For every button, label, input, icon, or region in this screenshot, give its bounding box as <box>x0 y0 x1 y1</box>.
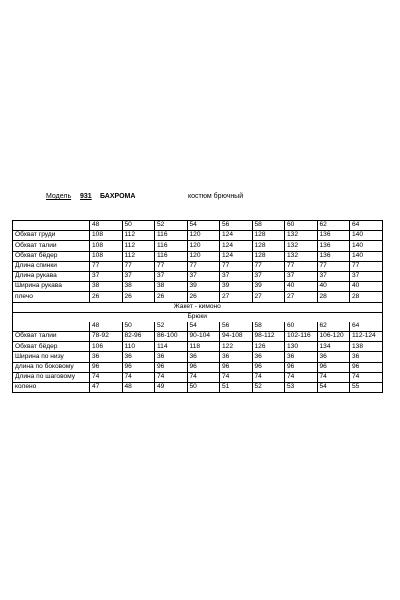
trousers-size-54: 54 <box>187 322 220 332</box>
trousers-measurement-value: 74 <box>187 372 220 382</box>
size-chart-table <box>12 220 383 393</box>
jacket-measurement-row <box>13 271 383 281</box>
trousers-measurement-value: 106-120 <box>317 332 350 342</box>
jacket-measurement-value: 77 <box>155 261 188 271</box>
trousers-measurement-value: 102-116 <box>285 332 318 342</box>
trousers-measurement-value: 96 <box>252 362 285 372</box>
trousers-measurement-value: 74 <box>90 372 123 382</box>
jacket-measurement-value: 140 <box>350 241 383 251</box>
jacket-measurement-value: 116 <box>155 251 188 261</box>
trousers-measurement-row <box>13 383 383 393</box>
trousers-measurement-value: 74 <box>285 372 318 382</box>
jacket-measurement-value: 37 <box>122 271 155 281</box>
jacket-measurement-value: 37 <box>252 271 285 281</box>
jacket-measurement-row <box>13 251 383 261</box>
trousers-size-64: 64 <box>350 322 383 332</box>
jacket-measurement-value: 37 <box>220 271 253 281</box>
trousers-measurement-label: колено <box>13 383 90 393</box>
jacket-measurement-value: 26 <box>122 292 155 302</box>
trousers-size-60: 60 <box>285 322 318 332</box>
trousers-measurement-row <box>13 352 383 362</box>
jacket-measurement-value: 40 <box>350 282 383 292</box>
jacket-size-header-label <box>13 221 90 231</box>
trousers-measurement-value: 55 <box>350 383 383 393</box>
model-label: Модель <box>46 193 72 200</box>
jacket-measurement-value: 108 <box>90 241 123 251</box>
trousers-measurement-value: 86-100 <box>155 332 188 342</box>
jacket-measurement-value: 128 <box>252 241 285 251</box>
trousers-section <box>13 312 383 393</box>
jacket-measurement-value: 132 <box>285 231 318 241</box>
trousers-measurement-value: 94-108 <box>220 332 253 342</box>
trousers-measurement-value: 90-104 <box>187 332 220 342</box>
trousers-measurement-value: 82-96 <box>122 332 155 342</box>
jacket-section-title: Жакет - кимоно <box>13 302 383 312</box>
trousers-measurement-value: 96 <box>285 362 318 372</box>
jacket-measurement-value: 39 <box>220 282 253 292</box>
trousers-measurement-value: 53 <box>285 383 318 393</box>
trousers-measurement-value: 138 <box>350 342 383 352</box>
trousers-measurement-value: 126 <box>252 342 285 352</box>
trousers-measurement-value: 54 <box>317 383 350 393</box>
jacket-measurement-value: 39 <box>252 282 285 292</box>
jacket-measurement-value: 136 <box>317 231 350 241</box>
trousers-measurement-value: 36 <box>252 352 285 362</box>
trousers-measurement-value: 96 <box>317 362 350 372</box>
jacket-measurement-row <box>13 292 383 302</box>
trousers-size-56: 56 <box>220 322 253 332</box>
trousers-size-48: 48 <box>90 322 123 332</box>
jacket-measurement-value: 26 <box>187 292 220 302</box>
jacket-size-62: 62 <box>317 221 350 231</box>
trousers-measurement-value: 134 <box>317 342 350 352</box>
jacket-measurement-value: 124 <box>220 251 253 261</box>
jacket-measurement-value: 28 <box>350 292 383 302</box>
trousers-measurement-value: 130 <box>285 342 318 352</box>
jacket-measurement-value: 120 <box>187 231 220 241</box>
trousers-title-row <box>13 312 383 322</box>
jacket-measurement-value: 136 <box>317 241 350 251</box>
jacket-measurement-value: 128 <box>252 231 285 241</box>
jacket-measurement-value: 77 <box>220 261 253 271</box>
jacket-measurement-value: 27 <box>252 292 285 302</box>
trousers-measurement-label: длина по боковому <box>13 362 90 372</box>
jacket-measurement-value: 77 <box>187 261 220 271</box>
model-number: 931 <box>80 193 92 200</box>
jacket-measurement-value: 112 <box>122 231 155 241</box>
trousers-measurement-value: 48 <box>122 383 155 393</box>
jacket-title-row <box>13 302 383 312</box>
trousers-measurement-value: 36 <box>122 352 155 362</box>
jacket-measurement-label: Длина рукава <box>13 271 90 281</box>
trousers-measurement-value: 74 <box>155 372 188 382</box>
jacket-measurement-value: 77 <box>122 261 155 271</box>
trousers-measurement-value: 36 <box>155 352 188 362</box>
jacket-measurement-value: 26 <box>90 292 123 302</box>
product-type: костюм брючный <box>188 193 244 200</box>
trousers-measurement-value: 96 <box>122 362 155 372</box>
jacket-section <box>13 221 383 313</box>
jacket-measurement-value: 120 <box>187 241 220 251</box>
trousers-section-title: Брюки <box>13 312 383 322</box>
jacket-measurement-label: Длина спинки <box>13 261 90 271</box>
trousers-measurement-value: 106 <box>90 342 123 352</box>
jacket-measurement-value: 77 <box>285 261 318 271</box>
jacket-size-54: 54 <box>187 221 220 231</box>
jacket-measurement-row <box>13 241 383 251</box>
jacket-size-58: 58 <box>252 221 285 231</box>
trousers-measurement-value: 74 <box>220 372 253 382</box>
jacket-measurement-value: 116 <box>155 241 188 251</box>
model-header <box>0 193 400 205</box>
trousers-measurement-row <box>13 342 383 352</box>
brand-name: БАХРОМА <box>100 193 136 200</box>
jacket-size-52: 52 <box>155 221 188 231</box>
jacket-measurement-value: 37 <box>90 271 123 281</box>
trousers-measurement-value: 49 <box>155 383 188 393</box>
trousers-measurement-row <box>13 332 383 342</box>
jacket-measurement-label: Ширина рукава <box>13 282 90 292</box>
trousers-measurement-label: Обхват бёдер <box>13 342 90 352</box>
trousers-measurement-value: 114 <box>155 342 188 352</box>
jacket-measurement-value: 37 <box>285 271 318 281</box>
trousers-measurement-value: 36 <box>90 352 123 362</box>
jacket-measurement-value: 112 <box>122 251 155 261</box>
jacket-size-header-row <box>13 221 383 231</box>
jacket-measurement-value: 124 <box>220 231 253 241</box>
trousers-measurement-row <box>13 362 383 372</box>
jacket-measurement-value: 37 <box>187 271 220 281</box>
trousers-measurement-value: 96 <box>155 362 188 372</box>
trousers-measurement-value: 52 <box>252 383 285 393</box>
jacket-measurement-value: 112 <box>122 241 155 251</box>
jacket-measurement-value: 37 <box>155 271 188 281</box>
jacket-size-56: 56 <box>220 221 253 231</box>
trousers-size-52: 52 <box>155 322 188 332</box>
jacket-size-48: 48 <box>90 221 123 231</box>
jacket-measurement-value: 77 <box>252 261 285 271</box>
trousers-measurement-value: 96 <box>220 362 253 372</box>
jacket-size-50: 50 <box>122 221 155 231</box>
jacket-measurement-value: 116 <box>155 231 188 241</box>
jacket-measurement-value: 28 <box>317 292 350 302</box>
jacket-measurement-value: 77 <box>90 261 123 271</box>
jacket-measurement-value: 108 <box>90 231 123 241</box>
jacket-measurement-value: 140 <box>350 231 383 241</box>
trousers-measurement-value: 36 <box>285 352 318 362</box>
trousers-size-header-row <box>13 322 383 332</box>
trousers-measurement-value: 51 <box>220 383 253 393</box>
jacket-size-64: 64 <box>350 221 383 231</box>
trousers-measurement-label: Ширина по низу <box>13 352 90 362</box>
trousers-measurement-value: 74 <box>252 372 285 382</box>
jacket-measurement-value: 40 <box>317 282 350 292</box>
jacket-measurement-value: 132 <box>285 241 318 251</box>
jacket-measurement-label: Обхват бёдер <box>13 251 90 261</box>
trousers-measurement-value: 118 <box>187 342 220 352</box>
trousers-measurement-row <box>13 372 383 382</box>
jacket-measurement-value: 77 <box>317 261 350 271</box>
jacket-measurement-value: 140 <box>350 251 383 261</box>
jacket-measurement-value: 132 <box>285 251 318 261</box>
trousers-measurement-value: 50 <box>187 383 220 393</box>
trousers-measurement-value: 36 <box>220 352 253 362</box>
jacket-measurement-value: 136 <box>317 251 350 261</box>
trousers-measurement-value: 36 <box>317 352 350 362</box>
jacket-measurement-row <box>13 231 383 241</box>
trousers-size-50: 50 <box>122 322 155 332</box>
trousers-measurement-value: 78-92 <box>90 332 123 342</box>
jacket-measurement-value: 38 <box>90 282 123 292</box>
jacket-measurement-label: плечо <box>13 292 90 302</box>
trousers-measurement-value: 98-112 <box>252 332 285 342</box>
jacket-measurement-value: 39 <box>187 282 220 292</box>
trousers-measurement-value: 96 <box>90 362 123 372</box>
jacket-size-60: 60 <box>285 221 318 231</box>
trousers-size-header-label <box>13 322 90 332</box>
trousers-measurement-value: 96 <box>350 362 383 372</box>
trousers-measurement-value: 74 <box>317 372 350 382</box>
jacket-measurement-row <box>13 261 383 271</box>
jacket-measurement-value: 26 <box>155 292 188 302</box>
trousers-size-58: 58 <box>252 322 285 332</box>
trousers-measurement-label: Длина по шаговому <box>13 372 90 382</box>
jacket-measurement-value: 124 <box>220 241 253 251</box>
trousers-measurement-label: Обхват талии <box>13 332 90 342</box>
jacket-measurement-row <box>13 282 383 292</box>
jacket-measurement-label: Обхват груди <box>13 231 90 241</box>
jacket-measurement-value: 38 <box>155 282 188 292</box>
trousers-measurement-value: 96 <box>187 362 220 372</box>
trousers-measurement-value: 74 <box>350 372 383 382</box>
trousers-measurement-value: 112-124 <box>350 332 383 342</box>
trousers-measurement-value: 47 <box>90 383 123 393</box>
trousers-measurement-value: 74 <box>122 372 155 382</box>
jacket-measurement-value: 120 <box>187 251 220 261</box>
jacket-measurement-value: 77 <box>350 261 383 271</box>
trousers-measurement-value: 110 <box>122 342 155 352</box>
trousers-size-62: 62 <box>317 322 350 332</box>
trousers-measurement-value: 36 <box>187 352 220 362</box>
jacket-measurement-value: 27 <box>285 292 318 302</box>
jacket-measurement-value: 128 <box>252 251 285 261</box>
trousers-measurement-value: 36 <box>350 352 383 362</box>
jacket-measurement-value: 27 <box>220 292 253 302</box>
jacket-measurement-value: 37 <box>350 271 383 281</box>
jacket-measurement-label: Обхват талии <box>13 241 90 251</box>
trousers-measurement-value: 122 <box>220 342 253 352</box>
jacket-measurement-value: 38 <box>122 282 155 292</box>
jacket-measurement-value: 37 <box>317 271 350 281</box>
jacket-measurement-value: 108 <box>90 251 123 261</box>
jacket-measurement-value: 40 <box>285 282 318 292</box>
